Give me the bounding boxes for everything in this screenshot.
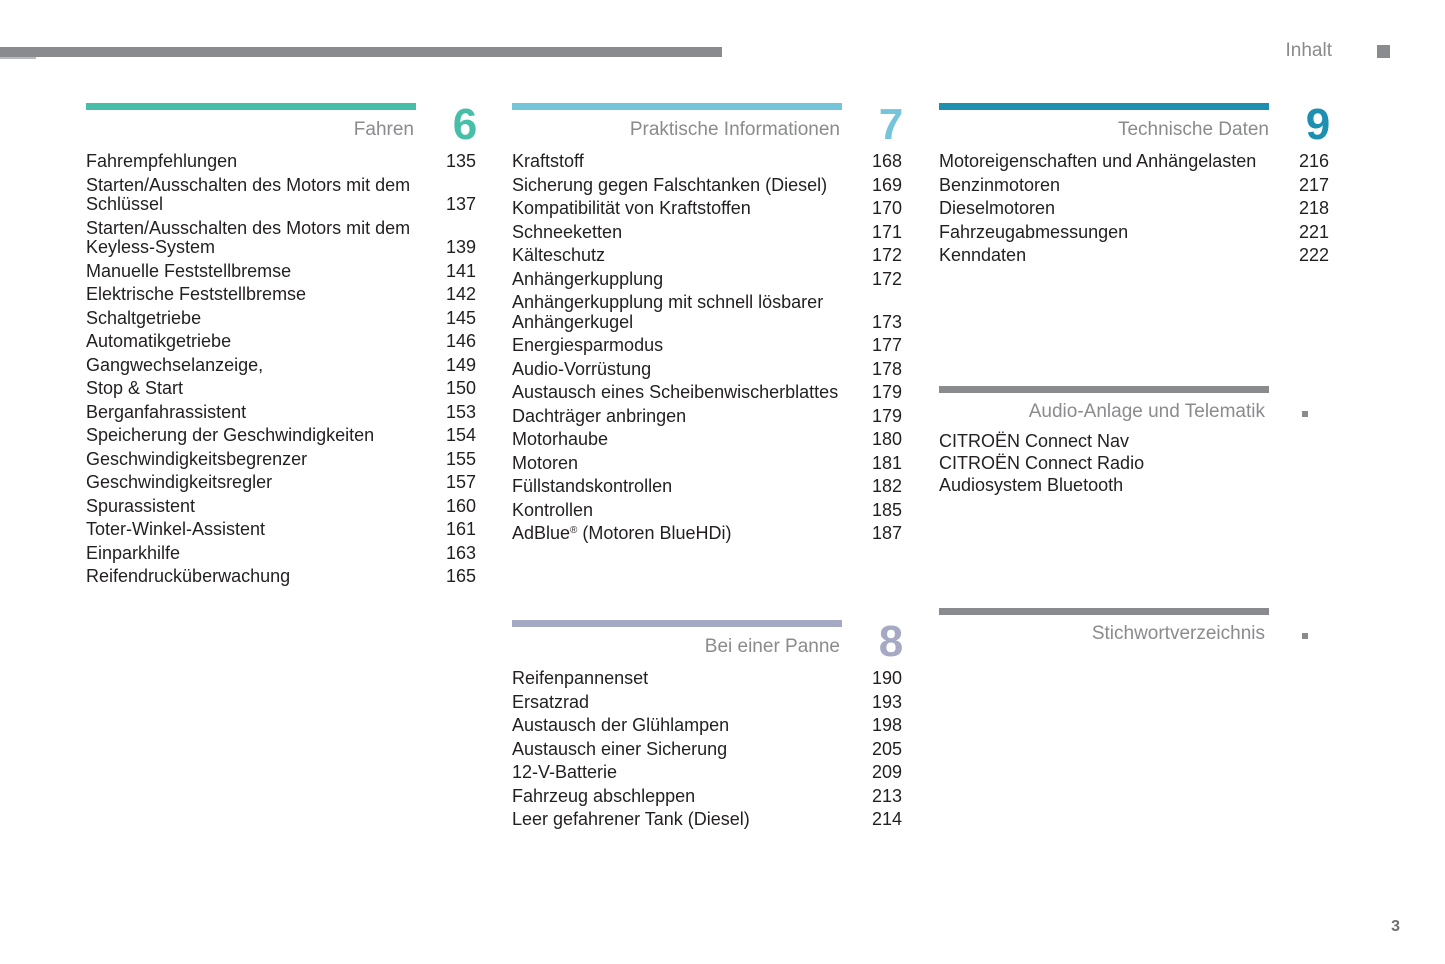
toc-entry[interactable] [939, 454, 1269, 474]
toc-entry-text: Schaltgetriebe [86, 307, 202, 328]
section-number: 8 [878, 617, 904, 666]
toc-entry-page: 137 [445, 194, 476, 214]
section-title: Audio-Anlage und Telematik [1028, 401, 1265, 422]
toc-entry-text: Elektrische Feststellbremse [86, 284, 307, 304]
toc-entry-label [512, 407, 852, 427]
toc-entry-label [512, 430, 852, 450]
toc-entry-page: 179 [871, 405, 902, 426]
toc-entry-page: 221 [1298, 221, 1329, 242]
toc-entry-text: CITROËN Connect Radio [939, 453, 1145, 473]
section-bar [512, 103, 842, 110]
toc-entry-page: 161 [445, 519, 476, 539]
section-bar [939, 386, 1269, 393]
page-title: Inhalt [1285, 40, 1332, 61]
section-title: Stichwortverzeichnis [1091, 623, 1265, 644]
toc-entry-text: 12-V-Batterie [512, 762, 618, 782]
toc-entry[interactable] [86, 379, 476, 399]
toc-entry-text: Anhängerkupplung mit schnell lösbarer Anhängerkugel [512, 292, 824, 332]
toc-entry-label [86, 403, 426, 423]
toc-entry[interactable] [86, 356, 476, 376]
toc-entry[interactable] [512, 524, 902, 544]
toc-entry[interactable] [86, 219, 476, 258]
section-bar [86, 103, 416, 110]
toc-entry[interactable] [512, 246, 902, 266]
toc-entry[interactable] [512, 477, 902, 497]
toc-entry-text: Sicherung gegen Falschtanken (Diesel) [512, 174, 828, 195]
toc-entry-label [86, 262, 426, 282]
toc-entry-page: 141 [445, 260, 476, 281]
toc-entry-page: 177 [871, 335, 902, 355]
toc-entry-label [512, 501, 852, 521]
toc-entry-page: 169 [871, 174, 902, 195]
toc-entry-page: 217 [1298, 174, 1329, 195]
toc-entry-label [86, 379, 426, 399]
toc-entry-page: 178 [871, 358, 902, 379]
toc-entry-page: 154 [445, 425, 476, 445]
toc-entry-text: Starten/Ausschalten des Motors mit dem Keyless-System [86, 217, 411, 257]
toc-entry-label [512, 360, 852, 380]
toc-entry[interactable] [512, 740, 902, 760]
toc-entry[interactable] [86, 332, 476, 352]
toc-entry[interactable] [86, 285, 476, 305]
toc-entry-text: Energiesparmodus [512, 335, 664, 355]
section-number: 7 [878, 100, 904, 149]
toc-entry-page: 179 [871, 382, 902, 402]
toc-entry[interactable] [512, 383, 902, 403]
toc-entry-label [939, 476, 1269, 496]
toc-entry[interactable] [86, 497, 476, 517]
section-title: Fahren [353, 119, 414, 140]
toc-list [512, 152, 902, 548]
toc-entry-label [939, 454, 1269, 474]
toc-entry[interactable] [512, 152, 902, 172]
toc-entry-text: Fahrzeug abschleppen [512, 785, 696, 806]
toc-entry-text: Anhängerkupplung [512, 268, 664, 289]
toc-entry-page: 205 [871, 738, 902, 759]
toc-entry[interactable] [86, 176, 476, 215]
toc-entry-text: Einparkhilfe [86, 542, 181, 563]
toc-entry-text: AdBlue [512, 523, 571, 543]
toc-entry-text: Austausch einer Sicherung [512, 738, 728, 759]
toc-entry-label [939, 152, 1279, 172]
toc-entry-label [512, 152, 852, 172]
toc-entry[interactable] [512, 763, 902, 783]
toc-entry-page: 157 [445, 472, 476, 492]
section-square-icon [1302, 411, 1308, 417]
header-bar-accent [0, 57, 36, 59]
toc-entry[interactable] [512, 716, 902, 736]
toc-list [939, 432, 1269, 498]
toc-entry[interactable] [512, 336, 902, 356]
toc-entry-text: Kälteschutz [512, 245, 606, 265]
toc-entry-label [512, 176, 852, 196]
toc-entry-page: 145 [445, 307, 476, 328]
toc-list [512, 669, 902, 834]
toc-entry-label [512, 740, 852, 760]
toc-entry-label [512, 477, 852, 497]
toc-entry[interactable] [512, 669, 902, 689]
toc-entry-label [86, 426, 426, 446]
toc-entry-text: Speicherung der Geschwindigkeiten [86, 425, 375, 445]
section-title: Bei einer Panne [704, 636, 840, 657]
toc-entry-page: 135 [445, 151, 476, 171]
toc-entry[interactable] [939, 199, 1329, 219]
toc-entry[interactable] [512, 430, 902, 450]
toc-entry-text: Reifenpannenset [512, 668, 649, 688]
toc-entry[interactable] [512, 407, 902, 427]
toc-entry[interactable] [939, 476, 1269, 496]
header-bar [0, 47, 722, 57]
toc-entry-label [512, 669, 852, 689]
toc-entry-text: Kraftstoff [512, 151, 584, 171]
toc-entry-label [512, 810, 852, 830]
toc-entry-text: Berganfahrassistent [86, 401, 247, 422]
toc-entry-page: 190 [871, 668, 902, 688]
toc-entry-label [512, 223, 852, 243]
toc-entry-text: CITROËN Connect Nav [939, 431, 1130, 451]
toc-entry-text: Spurassistent [86, 495, 196, 516]
toc-entry-text: Motorhaube [512, 429, 609, 449]
toc-entry-label [86, 450, 426, 470]
toc-entry-text: Kompatibilität von Kraftstoffen [512, 198, 751, 218]
toc-entry-label [512, 199, 852, 219]
toc-entry-text: Starten/Ausschalten des Motors mit dem Schlüssel [86, 174, 411, 214]
toc-entry-page: 180 [871, 429, 902, 449]
toc-entry-page: 218 [1298, 198, 1329, 218]
toc-entry[interactable] [939, 176, 1329, 196]
toc-entry[interactable] [939, 152, 1329, 172]
toc-entry-label [86, 473, 426, 493]
toc-entry-page: 163 [445, 542, 476, 563]
toc-entry[interactable] [939, 432, 1269, 452]
toc-entry-label [86, 219, 426, 258]
toc-entry-text: Geschwindigkeitsregler [86, 472, 273, 492]
toc-entry-page: 213 [871, 785, 902, 806]
toc-list [86, 152, 476, 591]
toc-entry[interactable] [86, 403, 476, 423]
toc-entry-label [512, 336, 852, 356]
toc-entry-page: 170 [871, 198, 902, 218]
toc-entry-text: Dachträger anbringen [512, 405, 687, 426]
toc-entry[interactable] [512, 787, 902, 807]
toc-entry[interactable] [86, 520, 476, 540]
header-square-icon [1377, 45, 1390, 58]
toc-entry-page: 187 [871, 523, 902, 543]
toc-entry-label [512, 524, 852, 544]
toc-entry[interactable] [512, 360, 902, 380]
toc-entry-label [939, 176, 1279, 196]
toc-entry-label [512, 763, 852, 783]
toc-entry-page: 139 [445, 237, 476, 257]
section-number: 9 [1305, 100, 1331, 149]
toc-entry-label [86, 567, 426, 587]
toc-entry-page: 172 [871, 268, 902, 289]
toc-entry-page: 222 [1298, 245, 1329, 265]
toc-entry-label [86, 152, 426, 172]
toc-entry-text: Dieselmotoren [939, 198, 1056, 218]
toc-entry-label [512, 787, 852, 807]
toc-entry-label [512, 454, 852, 474]
toc-entry-text: Reifendrucküberwachung [86, 566, 291, 586]
toc-entry-page: 216 [1298, 151, 1329, 171]
section-title: Praktische Informationen [629, 119, 840, 140]
toc-entry[interactable] [512, 199, 902, 219]
toc-entry-label [86, 356, 426, 376]
toc-entry-page: 150 [445, 378, 476, 398]
toc-entry-page: 153 [445, 401, 476, 422]
toc-entry-text: Toter-Winkel-Assistent [86, 519, 266, 539]
section-title: Technische Daten [1117, 119, 1269, 140]
toc-entry-page: 172 [871, 245, 902, 265]
toc-entry[interactable] [512, 501, 902, 521]
toc-entry-page: 193 [871, 691, 902, 712]
toc-entry-text: Kenndaten [939, 245, 1027, 265]
toc-entry-text: Leer gefahrener Tank (Diesel) [512, 809, 750, 829]
toc-entry-page: 214 [871, 809, 902, 829]
toc-entry[interactable] [939, 246, 1329, 266]
toc-entry-label [512, 716, 852, 736]
toc-entry-page: 142 [445, 284, 476, 304]
toc-entry-page: 165 [445, 566, 476, 586]
toc-entry-text: Motoren [512, 452, 579, 473]
toc-entry-text: Benzinmotoren [939, 174, 1061, 195]
toc-entry[interactable] [86, 567, 476, 587]
toc-entry-label [86, 520, 426, 540]
toc-entry[interactable] [512, 454, 902, 474]
toc-entry[interactable] [512, 810, 902, 830]
toc-entry-label [939, 223, 1279, 243]
toc-entry-text: Fahrzeugabmessungen [939, 221, 1129, 242]
registered-mark: ® [570, 525, 578, 536]
toc-entry-text: Geschwindigkeitsbegrenzer [86, 448, 308, 469]
toc-entry[interactable] [512, 293, 902, 332]
toc-entry-text: Manuelle Feststellbremse [86, 260, 292, 281]
toc-entry-text: Stop & Start [86, 378, 184, 398]
toc-entry[interactable] [86, 426, 476, 446]
toc-entry-text: Kontrollen [512, 499, 594, 520]
toc-entry-page: 209 [871, 762, 902, 782]
toc-entry-text-suffix: (Motoren BlueHDi) [577, 523, 732, 543]
toc-entry-label [939, 432, 1269, 452]
toc-entry[interactable] [86, 544, 476, 564]
toc-entry-page: 198 [871, 715, 902, 735]
toc-entry-page: 181 [871, 452, 902, 473]
section-square-icon [1302, 633, 1308, 639]
toc-entry-text: Motoreigenschaften und Anhängelasten [939, 151, 1257, 171]
toc-entry[interactable] [86, 473, 476, 493]
toc-entry-label [939, 246, 1279, 266]
toc-entry-page: 185 [871, 499, 902, 520]
toc-entry-label [512, 246, 852, 266]
toc-entry[interactable] [86, 450, 476, 470]
toc-entry-page: 160 [445, 495, 476, 516]
toc-entry-page: 171 [871, 221, 902, 242]
toc-entry[interactable] [86, 262, 476, 282]
toc-entry-label [86, 285, 426, 305]
toc-entry-label [86, 497, 426, 517]
toc-entry-label [512, 383, 852, 403]
toc-entry[interactable] [939, 223, 1329, 243]
toc-entry-text: Schneeketten [512, 221, 623, 242]
toc-entry[interactable] [512, 223, 902, 243]
toc-entry-page: 155 [445, 448, 476, 469]
toc-entry-text: Füllstandskontrollen [512, 476, 673, 496]
toc-entry-label [939, 199, 1279, 219]
toc-entry-page: 168 [871, 151, 902, 171]
toc-entry-text: Ersatzrad [512, 691, 590, 712]
toc-entry-label [512, 293, 852, 332]
toc-entry[interactable] [512, 176, 902, 196]
section-number: 6 [452, 100, 478, 149]
toc-entry[interactable] [86, 309, 476, 329]
section-bar [939, 103, 1269, 110]
toc-entry-label [86, 332, 426, 352]
toc-entry-page: 182 [871, 476, 902, 496]
toc-entry-label [86, 544, 426, 564]
toc-entry-label [86, 309, 426, 329]
toc-entry-label [86, 176, 426, 215]
toc-entry-text: Austausch der Glühlampen [512, 715, 730, 735]
toc-entry-page: 149 [445, 354, 476, 375]
toc-entry-text: Austausch eines Scheibenwischerblattes [512, 382, 839, 402]
toc-entry-text: Audiosystem Bluetooth [939, 475, 1124, 495]
page-number: 3 [1391, 918, 1400, 935]
toc-entry[interactable] [512, 270, 902, 290]
toc-entry-page: 146 [445, 331, 476, 351]
toc-entry[interactable] [86, 152, 476, 172]
toc-entry-label [512, 693, 852, 713]
toc-entry-text: Audio-Vorrüstung [512, 358, 652, 379]
toc-entry-text: Gangwechselanzeige, [86, 354, 264, 375]
toc-entry-text: Automatikgetriebe [86, 331, 232, 351]
toc-entry-text: Fahrempfehlungen [86, 151, 238, 171]
toc-entry-page: 173 [871, 311, 902, 332]
section-bar [512, 620, 842, 627]
toc-entry[interactable] [512, 693, 902, 713]
toc-list [939, 152, 1329, 270]
section-bar [939, 608, 1269, 615]
toc-entry-label [512, 270, 852, 290]
